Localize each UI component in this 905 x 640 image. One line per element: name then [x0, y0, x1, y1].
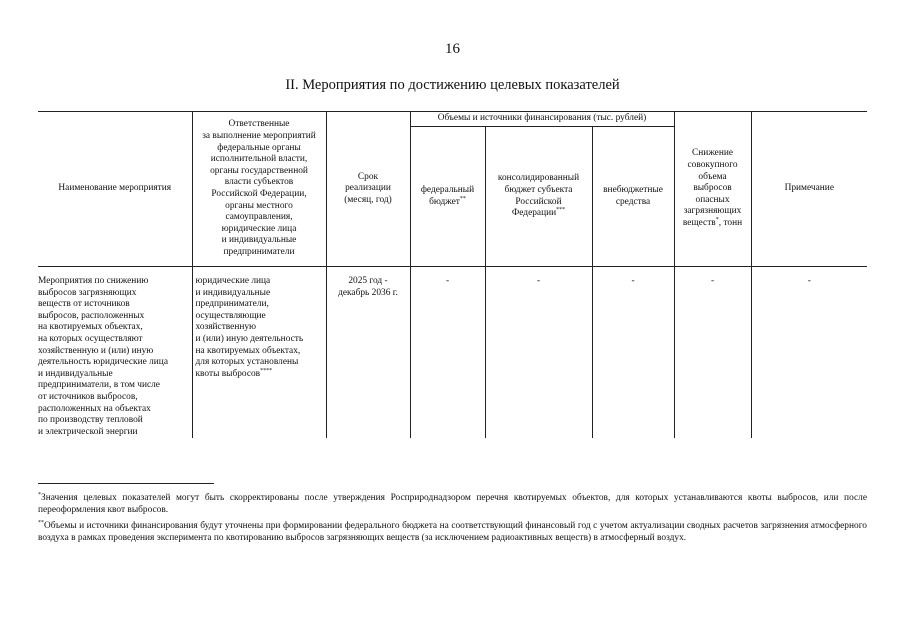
header-reduction-line-2: совокупного [687, 160, 738, 171]
row-name-line-10: предприниматели, в том числе [38, 380, 160, 391]
header-reduction-mark: * [715, 216, 719, 223]
row-responsible-line-8: для которых установлены [195, 357, 299, 368]
row-responsible-line-3: предприниматели, [195, 299, 269, 310]
header-responsible-line-3: федеральные органы [217, 142, 301, 153]
row-responsible-line-6: и (или) иную деятельность [195, 333, 304, 344]
header-extrabudget-line-2: средства [615, 196, 651, 207]
header-reduction-last [678, 218, 748, 230]
row-responsible [192, 267, 326, 439]
row-name-line-4: выбросов, расположенных [38, 310, 145, 321]
header-financing-group: Объемы и источники финансирования (тыс. рублей) [410, 112, 674, 127]
row-term [326, 267, 410, 439]
measures-table [38, 111, 867, 438]
row-extrabudget: - [592, 267, 674, 439]
header-responsible-line-6: власти субъектов [224, 177, 294, 188]
header-reduction-line-5: опасных [695, 194, 730, 205]
header-responsible-line-9: самоуправления, [225, 212, 293, 223]
header-federal-mark: ** [459, 195, 466, 202]
header-reduction [674, 112, 751, 267]
row-name-line-12: расположенных на объектах [38, 403, 151, 414]
row-name-line-13: по производству тепловой [38, 415, 143, 426]
header-reduction-line-4: выбросов [693, 183, 732, 194]
header-responsible-line-11: и индивидуальные [221, 235, 297, 246]
header-federal-line-2 [414, 197, 482, 209]
row-responsible-last [196, 369, 323, 381]
row-name-line-2: выбросов загрязняющих [38, 287, 137, 298]
row-federal: - [410, 267, 485, 439]
header-responsible-line-2: за выполнение мероприятий [202, 131, 316, 142]
header-responsible-line-1: Ответственные [228, 119, 290, 130]
row-consolidated: - [485, 267, 592, 439]
header-responsible-line-7: Российской Федерации, [211, 189, 307, 199]
row-term-line-1: 2025 год - [348, 276, 388, 286]
header-consolidated-line-2: бюджет субъекта [504, 184, 573, 195]
header-federal-text: бюджет [429, 196, 460, 207]
row-name-line-14: и электрической энергии [38, 426, 138, 437]
header-federal-line-1: федеральный [420, 184, 475, 195]
section-title: II. Мероприятия по достижению целевых показателей [285, 77, 620, 93]
row-reduction: - [674, 267, 751, 439]
header-consolidated-mark: *** [556, 206, 566, 213]
header-reduction-last-text: веществ [682, 217, 716, 228]
header-responsible [192, 112, 326, 267]
row-name [38, 267, 192, 439]
header-reduction-line-3: объема [698, 171, 727, 182]
row-name-line-1: Мероприятия по снижению [38, 276, 149, 286]
header-reduction-tail: , тонн [718, 217, 743, 228]
header-responsible-line-5: органы государственной [210, 165, 308, 176]
header-consolidated-line-3: Российской [515, 196, 562, 207]
header-reduction-line-6: загрязняющих [683, 206, 742, 217]
row-responsible-last-text: квоты выбросов [195, 368, 261, 379]
page-number: 16 [445, 41, 460, 57]
row-name-line-3: веществ от источников [38, 299, 130, 310]
header-term-line-1: Срок [357, 171, 379, 182]
header-term [326, 112, 410, 267]
row-name-line-7: хозяйственную и (или) иную [38, 345, 154, 356]
header-responsible-line-12: предприниматели [223, 246, 295, 257]
header-federal [410, 127, 485, 267]
header-consolidated-line-1: консолидированный [497, 173, 580, 184]
row-responsible-line-2: и индивидуальные [195, 287, 271, 298]
footnote-divider [38, 483, 214, 484]
footnote-2-text: Объемы и источники финансирования будут уточнены при формировании федерального бюджета на соответствующий финансовый год с учетом актуализации сводных расчетов загрязнения атмосферного воздуха в рамках проведения эксперимента по квотированию выбросов загрязняющих веществ (за исключением радиоактивных веществ) в атмосферный воздух. [38, 521, 867, 543]
row-responsible-mark: **** [260, 367, 273, 374]
header-name: Наименование мероприятия [38, 112, 192, 267]
header-responsible-line-4: исполнительной власти, [210, 154, 308, 165]
footnote-1 [38, 492, 867, 516]
footnote-1-mark: * [38, 491, 41, 498]
row-responsible-line-1: юридические лица [195, 276, 271, 286]
footnote-2 [38, 520, 867, 544]
header-extrabudget-line-1: внебюджетные [603, 184, 663, 195]
header-responsible-line-8: органы местного [225, 200, 293, 211]
row-name-line-11: от источников выбросов, [38, 391, 138, 402]
row-name-line-5: на квотируемых объектах, [38, 322, 143, 333]
header-note: Примечание [751, 112, 867, 267]
header-consolidated-line-4 [489, 208, 589, 220]
header-reduction-line-1: Снижение [692, 148, 734, 159]
row-name-line-9: и индивидуальные [38, 368, 113, 379]
row-responsible-line-4: осуществляющие [195, 310, 266, 321]
row-term-line-2: декабрь 2036 г. [338, 287, 398, 298]
header-term-line-3: (месяц, год) [344, 194, 392, 205]
footnote-1-text: Значения целевых показателей могут быть скорректированы после утверждения Росприроднадзором перечня квотируемых объектов, для которых устанавливаются квоты выбросов, или после переоформления квот выбросов. [38, 493, 867, 515]
row-name-line-6: на которых осуществляют [38, 333, 143, 344]
header-responsible-line-10: юридические лица [221, 223, 297, 234]
header-consolidated [485, 127, 592, 267]
header-consolidated-text: Федерации [511, 208, 557, 219]
footnotes [38, 492, 867, 548]
row-responsible-line-5: хозяйственную [195, 322, 257, 333]
row-note: - [751, 267, 867, 439]
table-row [38, 267, 867, 439]
header-extrabudget [592, 127, 674, 267]
row-responsible-line-7: на квотируемых объектах, [195, 345, 301, 356]
footnote-2-mark: ** [38, 519, 44, 526]
row-name-line-8: деятельность юридические лица [38, 357, 168, 368]
header-term-line-2: реализации [345, 183, 391, 194]
